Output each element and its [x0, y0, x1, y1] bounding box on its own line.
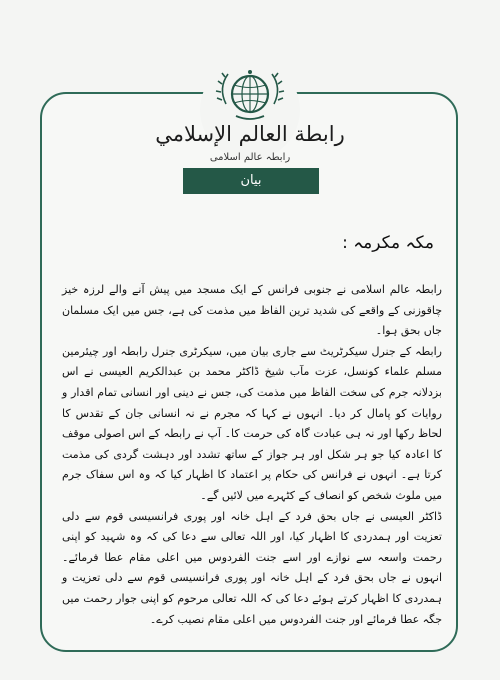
statement-badge: بیان — [183, 168, 319, 194]
org-name-urdu: رابطہ عالم اسلامی — [209, 152, 291, 163]
dateline-location: مکہ مکرمہ : — [342, 233, 434, 253]
org-name-arabic: رابطة العالم الإسلامي — [155, 122, 345, 146]
paragraph-1: رابطہ عالم اسلامی نے جنوبی فرانس کے ایک مسجد میں پیش آنے والے لرزہ خیز چاقوزنی کے واقعے کی شدید ترین الفاظ میں مذمت کی ہے، جس میں ایک مسلمان جاں بحق ہوا۔ — [62, 283, 442, 338]
paragraph-2: رابطہ کے جنرل سیکرٹریٹ سے جاری بیان میں، سیکرٹری جنرل رابطہ اور چیئرمین مسلم علماء کونسل، عزت مآب شیخ ڈاکٹر محمد بن عبدالکریم العیسی نے اس بزدلانہ جرم کی سخت الفاظ میں مذمت کی، جس نے دینی اور انسانی تمام اقدار و روایات کو پامال کر دیا۔ انہوں نے کہا کہ مجرم نے نہ انسانی جان کے تقدس کا لحاظ رکھا اور نہ ہی عبادت گاہ کی حرمت کا۔ آپ نے رابطہ کے اس اصولی موقف کا اعادہ کیا جو ہر شکل اور ہر جواز کے ساتھ تشدد اور دہشت گردی کی مذمت کرتا ہے۔ انہوں نے فرانس کی حکام پر اعتماد کا اظہار کیا کہ وہ اس سفاک جرم میں ملوث شخص کو انصاف کے کٹہرے میں لائیں گے۔ — [62, 344, 442, 502]
globe-logo-icon — [212, 64, 288, 130]
paragraph-3: ڈاکٹر العیسی نے جاں بحق فرد کے اہل خانہ اور پوری فرانسیسی قوم سے دلی تعزیت اور ہمدردی کا اظہار کیا، اور اللہ تعالی سے دعا کی کہ وہ شہید کو اپنی رحمت واسعہ سے نوازے اور اسے جنت الفردوس میں اعلی مقام عطا فرمائے۔ انہوں نے جاں بحق فرد کے اہل خانہ اور پوری فرانسیسی قوم سے دلی تعزیت و ہمدردی کا اظہار کرتے ہوئے دعا کی کہ اللہ تعالی مرحوم کو اپنی جوار رحمت میں جگہ عطا فرمائے اور جنت الفردوس میں اعلی مقام نصیب کرے۔ — [62, 509, 442, 626]
statement-body — [62, 280, 442, 630]
